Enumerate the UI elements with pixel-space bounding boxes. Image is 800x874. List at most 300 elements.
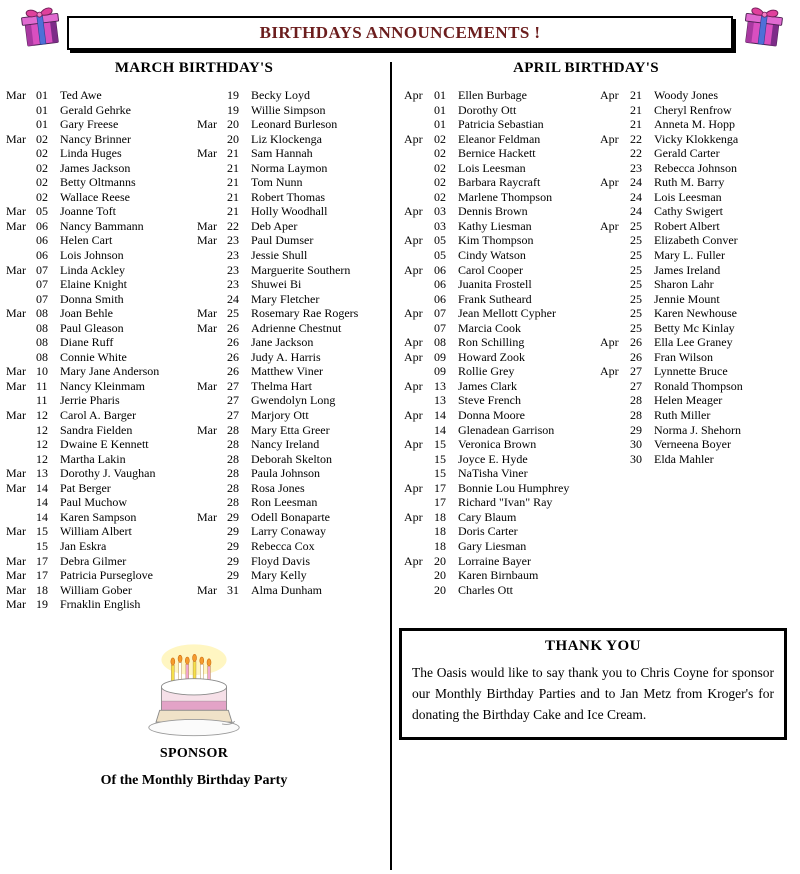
day-label: 28 <box>227 451 239 466</box>
month-label: Mar <box>6 218 26 233</box>
person-name: Patricia Purseglove <box>60 568 153 583</box>
month-label <box>6 510 36 525</box>
person-name: Carol Cooper <box>458 262 523 277</box>
person-name: Helen Cart <box>60 233 113 248</box>
day-label: 25 <box>630 320 642 335</box>
day-label: 12 <box>36 422 48 437</box>
gift-box-icon <box>16 3 66 51</box>
person-name: Woody Jones <box>654 88 719 102</box>
month-label <box>197 292 227 307</box>
month-label: Mar <box>197 233 217 248</box>
person-name: Wallace Reese <box>60 189 130 204</box>
month-label <box>600 277 630 292</box>
month-label <box>197 88 227 103</box>
birthday-row <box>404 524 600 539</box>
person-name: Norma Laymon <box>251 160 328 175</box>
birthday-row <box>6 393 197 408</box>
month-label <box>404 161 434 176</box>
birthday-row <box>197 204 388 219</box>
birthday-row <box>197 364 388 379</box>
birthday-row <box>197 481 388 496</box>
birthday-row <box>6 539 197 554</box>
day-label: 20 <box>227 117 239 132</box>
day-label: 18 <box>434 509 446 524</box>
birthday-row <box>600 103 796 118</box>
person-name: Elda Mahler <box>654 451 714 466</box>
person-name: Gary Freese <box>60 117 119 132</box>
person-name: Marlene Thompson <box>458 189 553 204</box>
month-label <box>600 248 630 263</box>
person-name: Becky Loyd <box>251 88 310 102</box>
day-label: 28 <box>630 408 642 423</box>
person-name: Glenadean Garrison <box>458 422 555 437</box>
month-label <box>6 233 36 248</box>
birthday-row <box>6 103 197 118</box>
birthday-row <box>197 292 388 307</box>
month-label <box>197 204 227 219</box>
person-name: Cathy Swigert <box>654 204 723 219</box>
person-name: Mary Kelly <box>251 568 307 583</box>
march-section-title: MARCH BIRTHDAY'S <box>114 60 274 76</box>
person-name: Joyce E. Hyde <box>458 451 528 466</box>
person-name: Marcia Cook <box>458 320 521 335</box>
day-label: 15 <box>36 524 48 539</box>
person-name: Lois Leesman <box>458 160 526 175</box>
month-label: Mar <box>197 320 217 335</box>
day-label: 22 <box>630 131 642 146</box>
month-label <box>6 161 36 176</box>
birthday-row <box>600 233 796 248</box>
birthday-row <box>600 393 796 408</box>
day-label: 20 <box>227 131 239 146</box>
day-label: 06 <box>434 262 446 277</box>
person-name: Jerrie Pharis <box>60 393 120 408</box>
month-label <box>404 292 434 307</box>
person-name: James Ireland <box>654 262 721 277</box>
birthday-row <box>197 146 388 161</box>
month-label <box>197 263 227 278</box>
birthday-row <box>404 408 600 423</box>
birthday-row <box>6 364 197 379</box>
day-label: 17 <box>36 553 48 568</box>
day-label: 06 <box>36 233 48 248</box>
birthday-row <box>6 204 197 219</box>
person-name: Cindy Watson <box>458 248 526 263</box>
month-label <box>197 393 227 408</box>
month-label: Mar <box>6 88 26 102</box>
month-label <box>600 292 630 307</box>
person-name: Joan Behle <box>60 306 113 321</box>
birthday-row <box>197 321 388 336</box>
birthday-row <box>197 263 388 278</box>
month-label <box>404 146 434 161</box>
birthday-row <box>197 437 388 452</box>
month-label <box>404 423 434 438</box>
day-label: 25 <box>630 291 642 306</box>
day-label: 02 <box>36 160 48 175</box>
birthday-row <box>600 263 796 278</box>
month-label <box>600 321 630 336</box>
day-label: 30 <box>630 437 642 452</box>
person-name: Ellen Burbage <box>458 88 527 102</box>
month-label <box>6 495 36 510</box>
month-label <box>6 350 36 365</box>
month-label <box>600 161 630 176</box>
month-label <box>404 175 434 190</box>
birthday-row <box>197 393 388 408</box>
person-name: Liz Klockenga <box>251 131 322 146</box>
month-label <box>404 452 434 467</box>
birthday-row <box>404 175 600 190</box>
month-label: Mar <box>6 466 26 481</box>
month-label <box>197 350 227 365</box>
month-label <box>600 204 630 219</box>
birthday-row <box>197 466 388 481</box>
person-name: Jessie Shull <box>251 248 308 263</box>
day-label: 30 <box>630 451 642 466</box>
day-label: 27 <box>630 378 642 393</box>
birthday-row <box>600 292 796 307</box>
day-label: 02 <box>434 160 446 175</box>
person-name: Ron Schilling <box>458 335 525 350</box>
month-label: Mar <box>6 378 26 393</box>
person-name: Odell Bonaparte <box>251 509 330 524</box>
birthday-row <box>600 452 796 467</box>
month-label <box>197 190 227 205</box>
day-label: 08 <box>36 306 48 321</box>
day-label: 27 <box>227 378 239 393</box>
month-label <box>600 408 630 423</box>
person-name: Charles Ott <box>458 582 513 597</box>
birthday-row <box>197 248 388 263</box>
month-label: Apr <box>404 349 423 364</box>
day-label: 02 <box>36 146 48 161</box>
day-label: 02 <box>434 189 446 204</box>
person-name: Elizabeth Conver <box>654 233 738 248</box>
person-name: Kathy Liesman <box>458 218 532 233</box>
day-label: 20 <box>434 582 446 597</box>
month-label <box>197 408 227 423</box>
person-name: Patricia Sebastian <box>458 117 544 132</box>
gift-box-icon <box>738 3 788 51</box>
person-name: Richard "Ivan" Ray <box>458 495 553 510</box>
birthday-row <box>404 88 600 103</box>
month-label: Mar <box>197 422 217 437</box>
birthday-row <box>197 103 388 118</box>
birthday-row <box>197 568 388 583</box>
month-label <box>6 423 36 438</box>
birthday-row <box>6 597 197 612</box>
birthday-row <box>404 379 600 394</box>
person-name: Nancy Kleinmam <box>60 378 145 393</box>
birthday-row <box>404 233 600 248</box>
month-label <box>404 117 434 132</box>
day-label: 28 <box>227 437 239 452</box>
birthday-row <box>600 88 796 103</box>
month-label: Apr <box>600 88 619 102</box>
month-label <box>600 379 630 394</box>
day-label: 27 <box>227 408 239 423</box>
day-label: 28 <box>227 466 239 481</box>
birthday-row <box>6 408 197 423</box>
birthday-row <box>6 248 197 263</box>
day-label: 12 <box>36 437 48 452</box>
person-name: Tom Nunn <box>251 175 303 190</box>
day-label: 09 <box>434 349 446 364</box>
day-label: 12 <box>36 408 48 423</box>
month-label <box>404 539 434 554</box>
month-label <box>6 335 36 350</box>
birthday-row <box>404 146 600 161</box>
person-name: Dorothy Ott <box>458 102 517 117</box>
month-label: Apr <box>404 88 423 102</box>
month-label <box>6 437 36 452</box>
person-name: Connie White <box>60 349 127 364</box>
birthday-row <box>6 452 197 467</box>
person-name: Rebecca Cox <box>251 538 315 553</box>
thank-you-body: The Oasis would like to say thank you to Chris Coyne for sponsor our Monthly Birthday Parties and to Jan Metz from Kroger's for donating the Birthday Cake and Ice Cream. <box>412 665 774 722</box>
month-label <box>600 117 630 132</box>
birthday-row <box>197 452 388 467</box>
birthday-row <box>600 437 796 452</box>
day-label: 01 <box>36 102 48 117</box>
person-name: Donna Smith <box>60 291 124 306</box>
day-label: 19 <box>36 597 48 612</box>
birthday-row <box>404 495 600 510</box>
day-label: 01 <box>434 102 446 117</box>
day-label: 01 <box>36 88 48 102</box>
day-label: 14 <box>36 509 48 524</box>
month-label: Mar <box>6 480 26 495</box>
day-label: 10 <box>36 364 48 379</box>
birthday-row <box>600 350 796 365</box>
person-name: Judy A. Harris <box>251 349 321 364</box>
person-name: Cheryl Renfrow <box>654 102 732 117</box>
month-label <box>600 306 630 321</box>
birthday-row <box>404 117 600 132</box>
day-label: 08 <box>36 349 48 364</box>
month-label <box>197 437 227 452</box>
birthday-row <box>197 423 388 438</box>
day-label: 21 <box>227 189 239 204</box>
day-label: 17 <box>36 568 48 583</box>
month-label <box>197 539 227 554</box>
person-name: Willie Simpson <box>251 102 326 117</box>
day-label: 15 <box>434 466 446 481</box>
month-label: Apr <box>404 204 423 219</box>
day-label: 17 <box>434 495 446 510</box>
month-label <box>404 248 434 263</box>
month-label: Apr <box>404 378 423 393</box>
person-name: Joanne Toft <box>60 204 116 219</box>
birthday-row <box>600 335 796 350</box>
birthday-row <box>404 321 600 336</box>
birthday-row <box>197 190 388 205</box>
birthday-row <box>600 146 796 161</box>
month-label <box>197 481 227 496</box>
month-label <box>197 452 227 467</box>
march-list-col2 <box>197 88 388 612</box>
day-label: 27 <box>227 393 239 408</box>
day-label: 27 <box>630 364 642 379</box>
person-name: Frnaklin English <box>60 597 141 612</box>
birthday-row <box>600 379 796 394</box>
birthday-row <box>404 466 600 481</box>
birthday-row <box>404 554 600 569</box>
person-name: Juanita Frostell <box>458 277 532 292</box>
day-label: 23 <box>227 248 239 263</box>
birthday-row <box>6 277 197 292</box>
day-label: 15 <box>434 451 446 466</box>
month-label: Apr <box>404 480 423 495</box>
day-label: 21 <box>227 160 239 175</box>
day-label: 29 <box>630 422 642 437</box>
month-label <box>404 190 434 205</box>
person-name: Pat Berger <box>60 480 111 495</box>
day-label: 08 <box>36 335 48 350</box>
month-label <box>197 466 227 481</box>
birthday-row <box>600 161 796 176</box>
month-label <box>404 103 434 118</box>
thank-you-box <box>399 628 787 740</box>
month-label: Mar <box>6 568 26 583</box>
person-name: William Gober <box>60 582 132 597</box>
month-label: Apr <box>404 131 423 146</box>
person-name: Rosemary Rae Rogers <box>251 306 359 321</box>
person-name: Ruth M. Barry <box>654 175 725 190</box>
month-label <box>600 103 630 118</box>
birthday-row <box>6 495 197 510</box>
day-label: 08 <box>434 335 446 350</box>
day-label: 18 <box>36 582 48 597</box>
month-label: Mar <box>197 378 217 393</box>
person-name: Anneta M. Hopp <box>654 117 735 132</box>
april-birthdays-list <box>398 88 796 597</box>
person-name: Mary Fletcher <box>251 291 320 306</box>
day-label: 25 <box>630 218 642 233</box>
day-label: 13 <box>36 466 48 481</box>
person-name: Norma J. Shehorn <box>654 422 741 437</box>
birthday-row <box>197 132 388 147</box>
birthday-row <box>6 146 197 161</box>
day-label: 28 <box>227 480 239 495</box>
day-label: 14 <box>434 408 446 423</box>
person-name: Robert Thomas <box>251 189 326 204</box>
person-name: Gary Liesman <box>458 538 527 553</box>
birthday-row <box>600 248 796 263</box>
month-label <box>404 568 434 583</box>
day-label: 21 <box>630 117 642 132</box>
person-name: Leonard Burleson <box>251 117 338 132</box>
person-name: Gerald Gehrke <box>60 102 131 117</box>
day-label: 21 <box>630 102 642 117</box>
sponsor-subtitle: Of the Monthly Birthday Party <box>100 773 288 788</box>
person-name: Lorraine Bayer <box>458 553 531 568</box>
person-name: Lynnette Bruce <box>654 364 728 379</box>
day-label: 03 <box>434 218 446 233</box>
person-name: Gerald Carter <box>654 146 720 161</box>
month-label: Mar <box>6 553 26 568</box>
birthday-row <box>197 117 388 132</box>
month-label: Mar <box>6 597 26 612</box>
birthday-row <box>6 175 197 190</box>
birthday-row <box>600 219 796 234</box>
person-name: Thelma Hart <box>251 378 312 393</box>
month-label <box>197 568 227 583</box>
day-label: 28 <box>227 422 239 437</box>
month-label <box>197 554 227 569</box>
day-label: 09 <box>434 364 446 379</box>
day-label: 26 <box>227 335 239 350</box>
person-name: Howard Zook <box>458 349 525 364</box>
month-label <box>600 452 630 467</box>
day-label: 15 <box>36 538 48 553</box>
person-name: Rosa Jones <box>251 480 305 495</box>
person-name: Ruth Miller <box>654 408 711 423</box>
person-name: Karen Newhouse <box>654 306 737 321</box>
person-name: Nancy Brinner <box>60 131 131 146</box>
month-label: Mar <box>6 204 26 219</box>
day-label: 11 <box>36 393 48 408</box>
day-label: 13 <box>434 393 446 408</box>
month-label <box>6 175 36 190</box>
birthday-row <box>6 219 197 234</box>
month-label: Mar <box>197 218 217 233</box>
person-name: Bernice Hackett <box>458 146 536 161</box>
person-name: Holly Woodhall <box>251 204 328 219</box>
person-name: Debra Gilmer <box>60 553 127 568</box>
person-name: Veronica Brown <box>458 437 537 452</box>
birthday-row <box>600 190 796 205</box>
birthday-row <box>197 554 388 569</box>
birthday-row <box>600 175 796 190</box>
person-name: Mary Jane Anderson <box>60 364 160 379</box>
person-name: Vicky Klokkenga <box>654 131 739 146</box>
month-label: Mar <box>197 146 217 161</box>
birthday-row <box>6 190 197 205</box>
birthday-row <box>404 219 600 234</box>
april-section-title: APRIL BIRTHDAY'S <box>513 60 659 76</box>
day-label: 24 <box>630 189 642 204</box>
birthday-row <box>404 277 600 292</box>
month-label: Mar <box>197 306 217 321</box>
person-name: Alma Dunham <box>251 582 322 597</box>
person-name: Marjory Ott <box>251 408 309 423</box>
day-label: 25 <box>630 306 642 321</box>
person-name: Dennis Brown <box>458 204 528 219</box>
month-label <box>404 364 434 379</box>
birthday-row <box>197 495 388 510</box>
month-label: Apr <box>600 131 619 146</box>
month-label <box>197 248 227 263</box>
birthday-row <box>404 263 600 278</box>
person-name: Sandra Fielden <box>60 422 133 437</box>
day-label: 12 <box>36 451 48 466</box>
page-title: BIRTHDAYS ANNOUNCEMENTS ! <box>259 23 541 42</box>
person-name: William Albert <box>60 524 132 539</box>
day-label: 07 <box>434 306 446 321</box>
birthday-row <box>404 248 600 263</box>
day-label: 18 <box>434 538 446 553</box>
day-label: 29 <box>227 568 239 583</box>
birthday-row <box>6 161 197 176</box>
day-label: 20 <box>434 553 446 568</box>
month-label <box>600 190 630 205</box>
person-name: Betty Oltmanns <box>60 175 136 190</box>
day-label: 28 <box>630 393 642 408</box>
month-label <box>6 146 36 161</box>
birthday-row <box>404 306 600 321</box>
